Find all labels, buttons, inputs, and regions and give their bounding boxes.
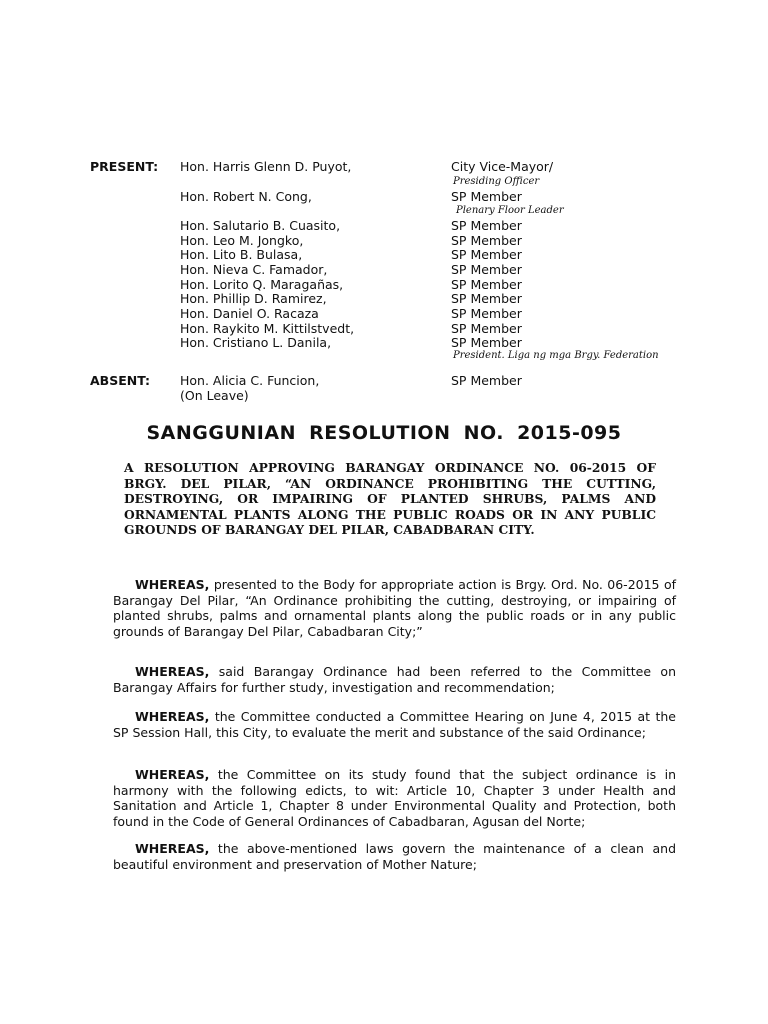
whereas-text: said Barangay Ordinance had been referred to the Committee on Barangay Affairs for further study, investigation and recommendation;	[113, 664, 676, 695]
member-name: Hon. Lorito Q. Maragañas,	[180, 277, 344, 292]
whereas-lead: WHEREAS,	[135, 664, 210, 679]
member-name: Hon. Harris Glenn D. Puyot,	[180, 159, 352, 174]
member-name: Hon. Robert N. Cong,	[180, 189, 312, 204]
member-name: Hon. Salutario B. Cuasito,	[180, 218, 341, 233]
member-role: SP Member	[451, 218, 522, 233]
member-role: SP Member	[451, 233, 522, 248]
member-role: SP Member	[451, 277, 522, 292]
member-role: SP Member	[451, 321, 522, 336]
member-role: SP Member	[451, 262, 522, 277]
whereas-lead: WHEREAS,	[135, 709, 210, 724]
member-role: SP Member	[451, 247, 522, 262]
whereas-paragraph-2	[113, 664, 676, 695]
member-name: Hon. Cristiano L. Danila,	[180, 335, 332, 350]
whereas-text: the above-mentioned laws govern the maintenance of a clean and beautiful environment and preservation of Mother Nature;	[113, 841, 676, 872]
whereas-text: the Committee on its study found that the subject ordinance is in harmony with the following edicts, to wit: Article 10, Chapter 3 under Health and Sanitation and Article 1, Chapter 8 under Environmental Quality and Protection, both found in the Code of General Ordinances of Cabadbaran, Agusan del Norte;	[113, 767, 676, 829]
whereas-lead: WHEREAS,	[135, 841, 210, 856]
member-note: President. Liga ng mga Brgy. Federation	[453, 350, 659, 361]
member-name: Hon. Raykito M. Kittilstvedt,	[180, 321, 355, 336]
absent-leave-note: (On Leave)	[180, 388, 249, 403]
whereas-paragraph-1	[113, 577, 676, 639]
member-role: SP Member	[451, 306, 522, 321]
member-role: SP Member	[451, 335, 522, 350]
member-name: Hon. Alicia C. Funcion,	[180, 373, 320, 388]
resolution-title: SANGGUNIAN RESOLUTION NO. 2015-095	[146, 422, 622, 444]
whereas-text: the Committee conducted a Committee Hearing on June 4, 2015 at the SP Session Hall, this City, to evaluate the merit and substance of the said Ordinance;	[113, 709, 676, 740]
absent-label: ABSENT:	[90, 373, 151, 388]
member-note: Plenary Floor Leader	[456, 205, 564, 216]
member-name: Hon. Phillip D. Ramirez,	[180, 291, 327, 306]
whereas-paragraph-5	[113, 841, 676, 872]
member-name: Hon. Nieva C. Famador,	[180, 262, 328, 277]
present-label: PRESENT:	[90, 159, 159, 174]
member-role: SP Member	[451, 189, 522, 204]
whereas-paragraph-4	[113, 767, 676, 829]
member-role: SP Member	[451, 373, 522, 388]
whereas-text: presented to the Body for appropriate action is Brgy. Ord. No. 06-2015 of Barangay Del Pilar, “An Ordinance prohibiting the cutting, destroying, or impairing of planted shrubs, palms and ornamental plants along the public roads or in any public grounds of Barangay Del Pilar, Cabadbaran City;”	[113, 577, 676, 639]
member-name: Hon. Leo M. Jongko,	[180, 233, 304, 248]
whereas-lead: WHEREAS,	[135, 767, 210, 782]
whereas-paragraph-3	[113, 709, 676, 740]
member-name: Hon. Lito B. Bulasa,	[180, 247, 303, 262]
member-note: Presiding Officer	[453, 176, 540, 187]
whereas-lead: WHEREAS,	[135, 577, 210, 592]
member-role: SP Member	[451, 291, 522, 306]
member-name: Hon. Daniel O. Racaza	[180, 306, 319, 321]
resolution-subtitle: A RESOLUTION APPROVING BARANGAY ORDINANCE NO. 06-2015 OF BRGY. DEL PILAR, “AN ORDINANCE PROHIBITING THE CUTTING, DESTROYING, OR IMPAIRING OF PLANTED SHRUBS, PALMS AND ORNAMENTAL PLANTS ALONG THE PUBLIC ROADS OR IN ANY PUBLIC GROUNDS OF BARANGAY DEL PILAR, CABADBARAN CITY.	[124, 460, 656, 537]
member-role: City Vice-Mayor/	[451, 159, 554, 174]
